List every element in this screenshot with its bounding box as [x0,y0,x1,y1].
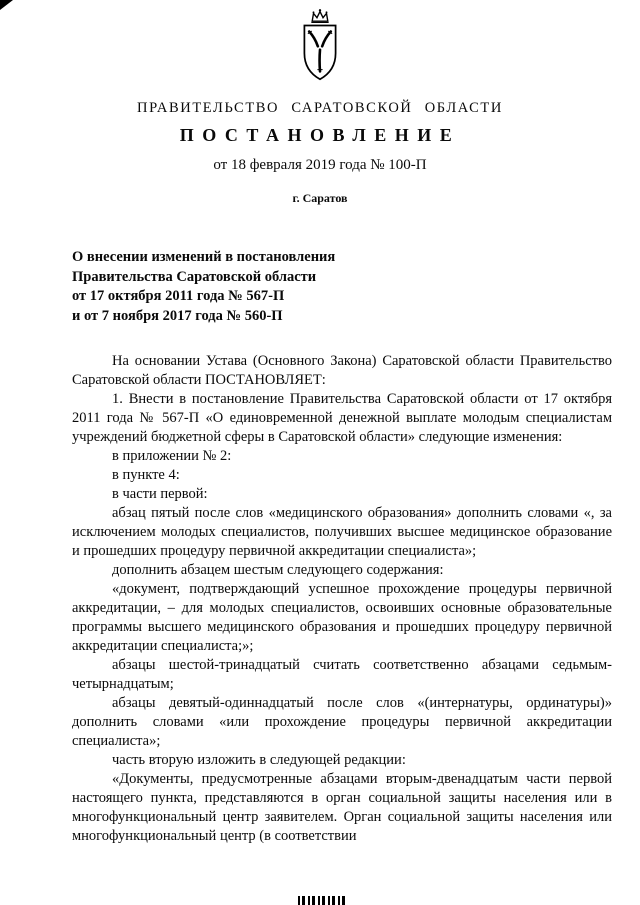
body-paragraph-8: «документ, подтверждающий успешное прохождение процедуры первичной аккредитации, – для молодых специалистов, освоивших основные образовательные программы высшего медицинского образования и прошедших процедуру первичной аккредитации специалиста;»; [72,581,612,654]
city-line: г. Саратов [292,191,348,205]
title-line-4: и от 7 ноября 2017 года № 560-П [72,307,283,324]
date-and-number-line: от 18 февраля 2019 года № 100-П [213,157,427,173]
body-paragraph-4: в пункте 4: [112,467,180,483]
document-body [72,352,612,846]
org-name: ПРАВИТЕЛЬСТВО САРАТОВСКОЙ ОБЛАСТИ [137,100,503,116]
title-line-1: О внесении изменений в постановления [72,249,336,265]
emblem-container [0,8,640,88]
document-type-heading: ПОСТАНОВЛЕНИЕ [179,125,461,145]
saratov-coat-of-arms-icon [294,75,346,92]
body-paragraph-5: в части первой: [112,486,208,502]
body-paragraph-9: абзацы шестой-тринадцатый считать соответственно абзацами седьмым-четырнадцатым; [72,657,612,692]
document-title [72,248,612,326]
body-paragraph-6: абзац пятый после слов «медицинского образования» дополнить словами «, за исключением молодых специалистов, получивших высшее медицинское образование и прошедших процедуру первичной аккредитации специалиста»; [72,505,612,559]
title-line-2: Правительства Саратовской области [72,268,317,285]
title-line-3: от 17 октября 2011 года № 567-П [72,288,285,304]
body-paragraph-12: «Документы, предусмотренные абзацами вторым-двенадцатым части первой настоящего пункта, представляются в орган социальной защиты населения или в многофункциональный центр заявителем. Орган социальной защиты населения или многофункциональный центр (в соответствии [72,771,612,844]
barcode-fragment [298,896,348,905]
body-paragraph-10: абзацы девятый-одиннадцатый после слов «(интернатуры, ординатуры)» дополнить словами «или прохождение процедуры первичной аккредитации специалиста»; [72,695,612,749]
body-paragraph-2: 1. Внести в постановление Правительства Саратовской области от 17 октября 2011 года № 567-П «О единовременной денежной выплате молодым специалистам учреждений бюджетной сферы в Саратовской области» следующие изменения: [72,391,612,445]
body-paragraph-1: На основании Устава (Основного Закона) Саратовской области Правительство Саратовской области ПОСТАНОВЛЯЕТ: [72,353,612,388]
body-paragraph-3: в приложении № 2: [112,448,232,464]
body-paragraph-11: часть вторую изложить в следующей редакции: [112,752,406,768]
body-paragraph-7: дополнить абзацем шестым следующего содержания: [112,562,444,578]
